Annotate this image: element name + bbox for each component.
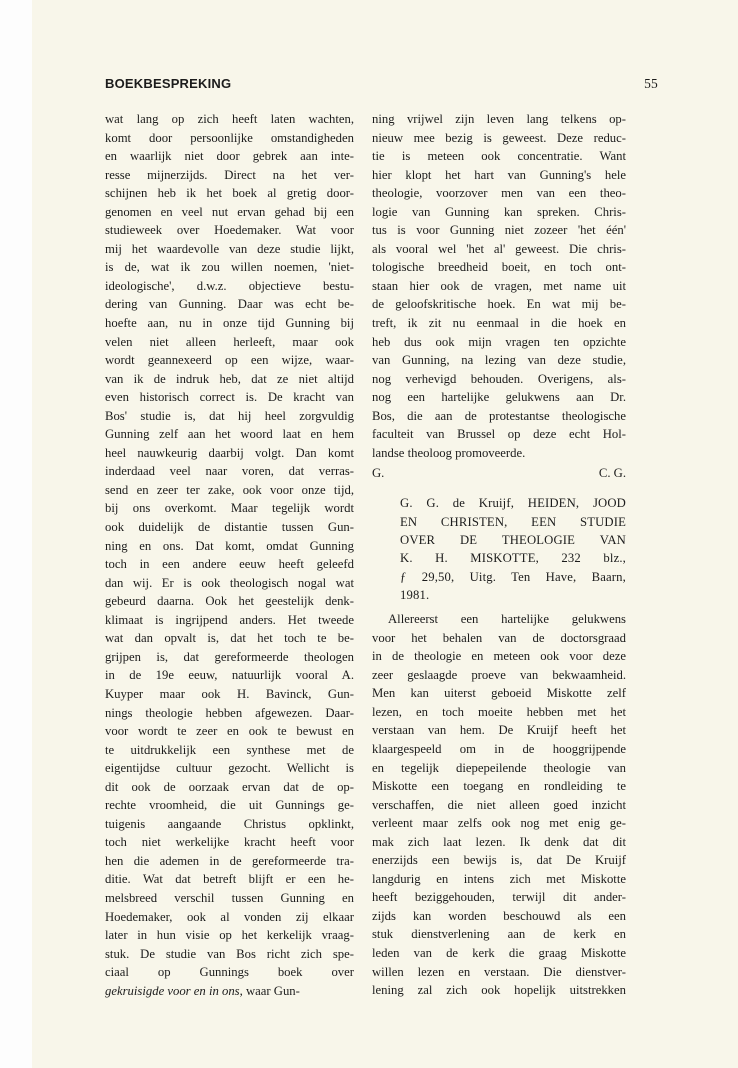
heading-line: 1981. — [400, 587, 430, 602]
text-line: enerzijds een bewijs is, dat De Kruijf — [372, 853, 626, 868]
text-line: ning vrijwel zijn leven lang telkens op- — [372, 112, 626, 126]
text-line: ideologische', d.w.z. objectieve bestu- — [105, 278, 354, 293]
text-line: in de 19e eeuw, natuurlijk vooral A. — [105, 668, 354, 683]
text-line: Hoedemaker, ook al vonden zij elkaar — [105, 909, 354, 924]
text-line: schijnen heb ik het boek al gretig door- — [105, 186, 354, 201]
left-column — [105, 110, 354, 1000]
section-title: BOEKBESPREKING — [105, 76, 232, 91]
heading-line: ƒ 29,50, Uitg. Ten Have, Baarn, — [400, 569, 626, 584]
text-line: resse mijnerzijds. Direct na het ver- — [105, 167, 354, 182]
text-line: van ik de indruk heb, dat ze niet altijd — [105, 371, 354, 386]
text-line: mak zich laat lezen. Ik denk dat dit — [372, 834, 626, 849]
text-line: stuk dienstverlening aan de kerk en — [372, 927, 626, 942]
text-line: en waarlijk niet door gebrek aan inte- — [105, 149, 354, 164]
text-line: stuk. De studie van Bos richt zich spe- — [105, 946, 354, 961]
text-line: eigentijdse cultuur gezocht. Wellicht is — [105, 761, 354, 776]
text-line: inderdaad veel naar voren, dat verras- — [105, 464, 354, 479]
text-line: als vooral wel 'het al' geweest. Die chris- — [372, 241, 626, 256]
text-line: Bos' studie is, dat hij heel zorgvuldig — [105, 408, 354, 423]
text-line: tologische breedheid boeit, en toch ont- — [372, 260, 626, 275]
text-line: ditie. Wat dat betreft blijft er een he- — [105, 872, 354, 887]
text-line: heb dus ook mijn vragen ten opzichte — [372, 334, 626, 349]
review-body — [372, 610, 626, 999]
text-line: lening zal zich ook hopelijk uitstrekken — [372, 983, 626, 998]
page-number: 55 — [644, 76, 658, 91]
review-book-heading — [400, 494, 626, 604]
text-line: rechte vroomheid, die uit Gunnings ge- — [105, 798, 354, 813]
text-line: Men kan uiterst geboeid Miskotte zelf — [372, 686, 626, 701]
text-line: dan wij. Er is ook theologisch nogal wat — [105, 575, 354, 590]
text-line: willen lezen en verstaan. Die dienstver- — [372, 964, 626, 979]
text-line: nieuw mee bezig is geweest. Deze reduc- — [372, 130, 626, 145]
text-line: nog een hartelijke gelukwens aan Dr. — [372, 390, 626, 405]
text-line: logie van Gunning kan spreken. Chris- — [372, 204, 626, 219]
book-title-italic: gekruisigde voor en in ons, — [105, 983, 243, 998]
text-line: heeft beziggehouden, terwijl dit ander- — [372, 890, 626, 905]
text-line: is de, wat ik zou willen noemen, 'niet- — [105, 260, 354, 275]
text-line: in de theologie en meteen ook voor deze — [372, 649, 626, 664]
text-line: verstaan van hem. De Kruijf heeft het — [372, 723, 626, 738]
text-line: later in hun visie op het kerkelijk vraag- — [105, 928, 354, 943]
text-line: ning en ons. Dat komt, omdat Gunning — [105, 538, 354, 553]
text-line: tus is voor Gunning niet zozeer 'het één' — [372, 223, 626, 238]
text-line: hier klopt het hart van Gunning's hele — [372, 167, 626, 182]
text-line: tie is meteen ook concentratie. Want — [372, 149, 626, 164]
text-line: grijpen is, dat gereformeerde theologen — [105, 649, 354, 664]
text-line: bij ons overkomt. Maar tegelijk wordt — [105, 501, 354, 516]
text-line: heel nauwkeurig daarbij volgt. Dan komt — [105, 445, 354, 460]
text-fragment: waar Gun- — [245, 983, 300, 998]
text-line: hoefte aan, nu in onze tijd Gunning bij — [105, 316, 354, 331]
text-line: voor het behalen van de doctorsgraad — [372, 630, 626, 645]
text-line: te uitdrukkelijk een synthese met de — [105, 742, 354, 757]
text-line: nings theologie hebben afgewezen. Daar- — [105, 705, 354, 720]
text-line: melsbreed verschil tussen Gunning en — [105, 890, 354, 905]
heading-line: EN CHRISTEN, EEN STUDIE — [400, 514, 626, 529]
text-line: van Gunning, na lezing van deze studie, — [372, 353, 626, 368]
text-line: staan hier ook de vragen, met name uit — [372, 278, 626, 293]
text-line: wat dan opvalt is, dat het toch te be- — [105, 631, 354, 646]
scan-gutter — [0, 0, 33, 1068]
text-line: faculteit van Brussel op deze echt Hol- — [372, 427, 626, 442]
text-line — [105, 982, 354, 1001]
text-line: ook duidelijk de distantie tussen Gun- — [105, 520, 354, 535]
text-line: komt door persoonlijke omstandigheden — [105, 130, 354, 145]
review-signature — [372, 462, 626, 484]
text-line: gebeurd daarna. Ook het geestelijk denk- — [105, 594, 354, 609]
text-line: Kuyper maar ook H. Bavinck, Gun- — [105, 686, 354, 701]
text-line: ciaal op Gunnings boek over — [105, 965, 354, 980]
text-line: Miskotte een toegang en rondleiding te — [372, 779, 626, 794]
text-line: langdurig en intens zich met Miskotte — [372, 871, 626, 886]
text-line: treft, ik zit nu eenmaal in die hoek en — [372, 316, 626, 331]
text-line: wat lang op zich heeft laten wachten, — [105, 112, 354, 126]
text-line: Gunning zelf aan het woord laat en hem — [105, 427, 354, 442]
text-line: dering van Gunning. Daar was echt be- — [105, 297, 354, 312]
book-page — [32, 0, 738, 1068]
running-head — [105, 76, 658, 91]
text-line: verschaffen, die niet alleen goed inzicht — [372, 797, 626, 812]
text-line: velen niet alleen herleeft, maar ook — [105, 334, 354, 349]
text-line: leden van de kerk die graag Miskotte — [372, 946, 626, 961]
text-line: dit ook de oorzaak ervan dat de op- — [105, 779, 354, 794]
text-line: nog verhevigd behouden. Overigens, als- — [372, 371, 626, 386]
text-line: studieweek over Hoedemaker. Wat voor — [105, 223, 354, 238]
text-line: klaargespeeld om in de hooggrijpende — [372, 742, 626, 756]
text-line: toch niet werkelijke kracht heeft voor — [105, 835, 354, 850]
text-line: toch in een andere eeuw heeft geleefd — [105, 557, 354, 572]
text-line: send en zeer ter zake, ook voor onze tijd, — [105, 482, 354, 497]
heading-line: OVER DE THEOLOGIE VAN — [400, 532, 626, 547]
text-line: en tegelijk diepepeilende theologie van — [372, 760, 626, 775]
text-line: wordt geannexeerd op een wijze, waar- — [105, 353, 354, 368]
text-line: Bos, die aan de protestantse theologische — [372, 408, 626, 423]
heading-line: K. H. MISKOTTE, 232 blz., — [400, 551, 626, 566]
text-line: de geloofskritische hoek. En wat mij be- — [372, 297, 626, 312]
heading-line: G. G. de Kruijf, HEIDEN, JOOD — [400, 496, 626, 511]
text-line: klimaat is ingrijpend anders. Het tweede — [105, 612, 354, 627]
text-line: theologie, voorzover men van een theo- — [372, 186, 626, 201]
right-column — [372, 110, 626, 1000]
text-line: zeer geslaagde proeve van bekwaamheid. — [372, 667, 626, 682]
signature-right: C. G. — [598, 466, 626, 481]
text-line: lezen, en toch moeite hebben met het — [372, 704, 626, 719]
text-line: even historisch correct is. De kracht van — [105, 390, 354, 405]
previous-review-tail — [372, 110, 626, 462]
text-line: landse theoloog promoveerde. — [372, 445, 526, 460]
text-line: verleent maar zelfs ook nog met enig ge- — [372, 816, 626, 831]
text-line: Allereerst een hartelijke gelukwens — [388, 612, 626, 627]
signature-left: G. — [372, 466, 385, 481]
text-line: zijds kan worden beschouwd als een — [372, 908, 626, 923]
text-line: hen die ademen in de gereformeerde tra- — [105, 853, 354, 868]
text-line: tuigenis aangaande Christus opklinkt, — [105, 816, 354, 831]
text-line: voor wordt te zeer en ook te bewust en — [105, 724, 354, 739]
text-line: mij het waardevolle van deze studie lijkt, — [105, 241, 354, 256]
text-line: genomen en veel nut ervan gehad bij een — [105, 204, 354, 219]
